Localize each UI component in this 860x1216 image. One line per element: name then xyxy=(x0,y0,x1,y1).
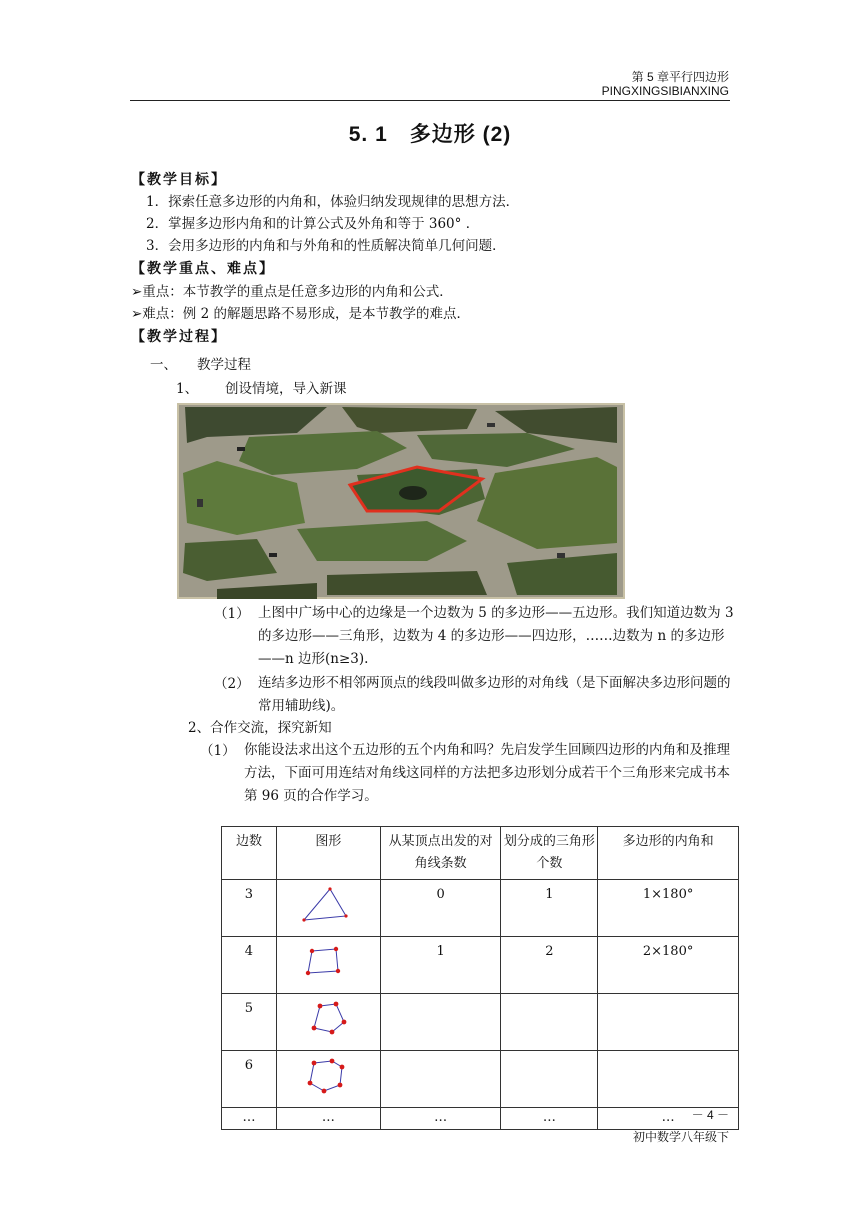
table-row xyxy=(222,1108,739,1130)
step2-title: 2、合作交流，探究新知 xyxy=(188,720,332,736)
cell-angle-sum: 2×180° xyxy=(598,937,739,994)
para2-text: 连结多边形不相邻两顶点的线段叫做多边形的对角线（是下面解决多边形问题的常用辅助线)。 xyxy=(258,675,731,714)
header-triangles: 划分成的三角形个数 xyxy=(501,827,598,880)
objective-item: 3．会用多边形的内角和与外角和的性质解决简单几何问题． xyxy=(146,238,506,254)
cell-angle-sum: … xyxy=(598,1108,739,1130)
cell-triangles xyxy=(501,994,598,1051)
keypoint-item: ➢重点：本节教学的重点是任意多边形的内角和公式． xyxy=(131,284,453,300)
objective-item: 2．掌握多边形内角和的计算公式及外角和等于 360° ． xyxy=(146,216,480,232)
cell-sides: 6 xyxy=(222,1051,277,1108)
para3-text: 你能设法求出这个五边形的五个内角和吗？先启发学生回顾四边形的内角和及推理方法，下面可用连结对角线这同样的方法把多边形划分成若干个三角形来完成书本第 96 页的合作学习。 xyxy=(244,742,730,804)
keypoints-heading: 【教学重点、难点】 xyxy=(131,261,275,277)
cell-sides: 4 xyxy=(222,937,277,994)
cell-sides: 3 xyxy=(222,880,277,937)
process-heading: 【教学过程】 xyxy=(131,329,227,345)
cell-diagonals: 0 xyxy=(380,880,501,937)
cell-figure xyxy=(276,1051,380,1108)
para2-label: （2） xyxy=(214,676,250,692)
quadrilateral-figure xyxy=(298,941,358,981)
plaza-aerial-photo xyxy=(177,403,625,599)
cell-diagonals xyxy=(380,994,501,1051)
header-figure: 图形 xyxy=(276,827,380,880)
cell-angle-sum xyxy=(598,1051,739,1108)
para1-text: 上图中广场中心的边缘是一个边数为 5 的多边形——五边形。我们知道边数为 3 的多边形——三角形，边数为 4 的多边形——四边形，……边数为 n 的多边形——n 边形(n≥3). xyxy=(258,605,734,667)
chapter-pinyin: PINGXINGSIBIANXING xyxy=(601,84,729,98)
header-angle-sum: 多边形的内角和 xyxy=(598,827,739,880)
part-title: 教学过程 xyxy=(197,357,251,373)
cell-triangles: … xyxy=(501,1108,598,1130)
objectives-heading: 【教学目标】 xyxy=(131,172,227,188)
cell-angle-sum: 1×180° xyxy=(598,880,739,937)
page-title: 5. 1 多边形 (2) xyxy=(348,123,512,146)
cell-figure xyxy=(276,994,380,1051)
header-rule xyxy=(130,100,730,101)
step1-title: 创设情境，导入新课 xyxy=(225,381,347,397)
cell-angle-sum xyxy=(598,994,739,1051)
cell-triangles: 1 xyxy=(501,880,598,937)
pentagon-figure xyxy=(298,998,358,1038)
chapter-header: 第 5 章平行四边形 xyxy=(631,70,729,84)
para1-label: （1） xyxy=(214,606,250,622)
cell-sides: 5 xyxy=(222,994,277,1051)
table-row xyxy=(222,994,739,1051)
table-row xyxy=(222,937,739,994)
cell-diagonals xyxy=(380,1051,501,1108)
cell-triangles xyxy=(501,1051,598,1108)
keypoint-item: ➢难点：例 2 的解题思路不易形成，是本节教学的难点． xyxy=(131,306,470,322)
header-diagonals: 从某顶点出发的对角线条数 xyxy=(380,827,501,880)
polygon-angle-table xyxy=(221,826,739,1130)
cell-diagonals: 1 xyxy=(380,937,501,994)
cell-triangles: 2 xyxy=(501,937,598,994)
cell-figure xyxy=(276,937,380,994)
page-number: － 4 － xyxy=(691,1108,729,1122)
table-header-row xyxy=(222,827,739,880)
book-title: 初中数学八年级下 xyxy=(632,1130,729,1144)
step1-label: 1、 xyxy=(176,381,199,397)
cell-diagonals: … xyxy=(380,1108,501,1130)
triangle-figure xyxy=(298,884,358,924)
cell-figure: … xyxy=(276,1108,380,1130)
hexagon-figure xyxy=(298,1055,358,1095)
table-row xyxy=(222,1051,739,1108)
objective-item: 1．探索任意多边形的内角和，体验归纳发现规律的思想方法． xyxy=(146,194,520,210)
cell-figure xyxy=(276,880,380,937)
part-label: 一、 xyxy=(150,357,177,373)
cell-sides: … xyxy=(222,1108,277,1130)
header-sides: 边数 xyxy=(222,827,277,880)
para3-label: （1） xyxy=(200,743,236,759)
table-row xyxy=(222,880,739,937)
